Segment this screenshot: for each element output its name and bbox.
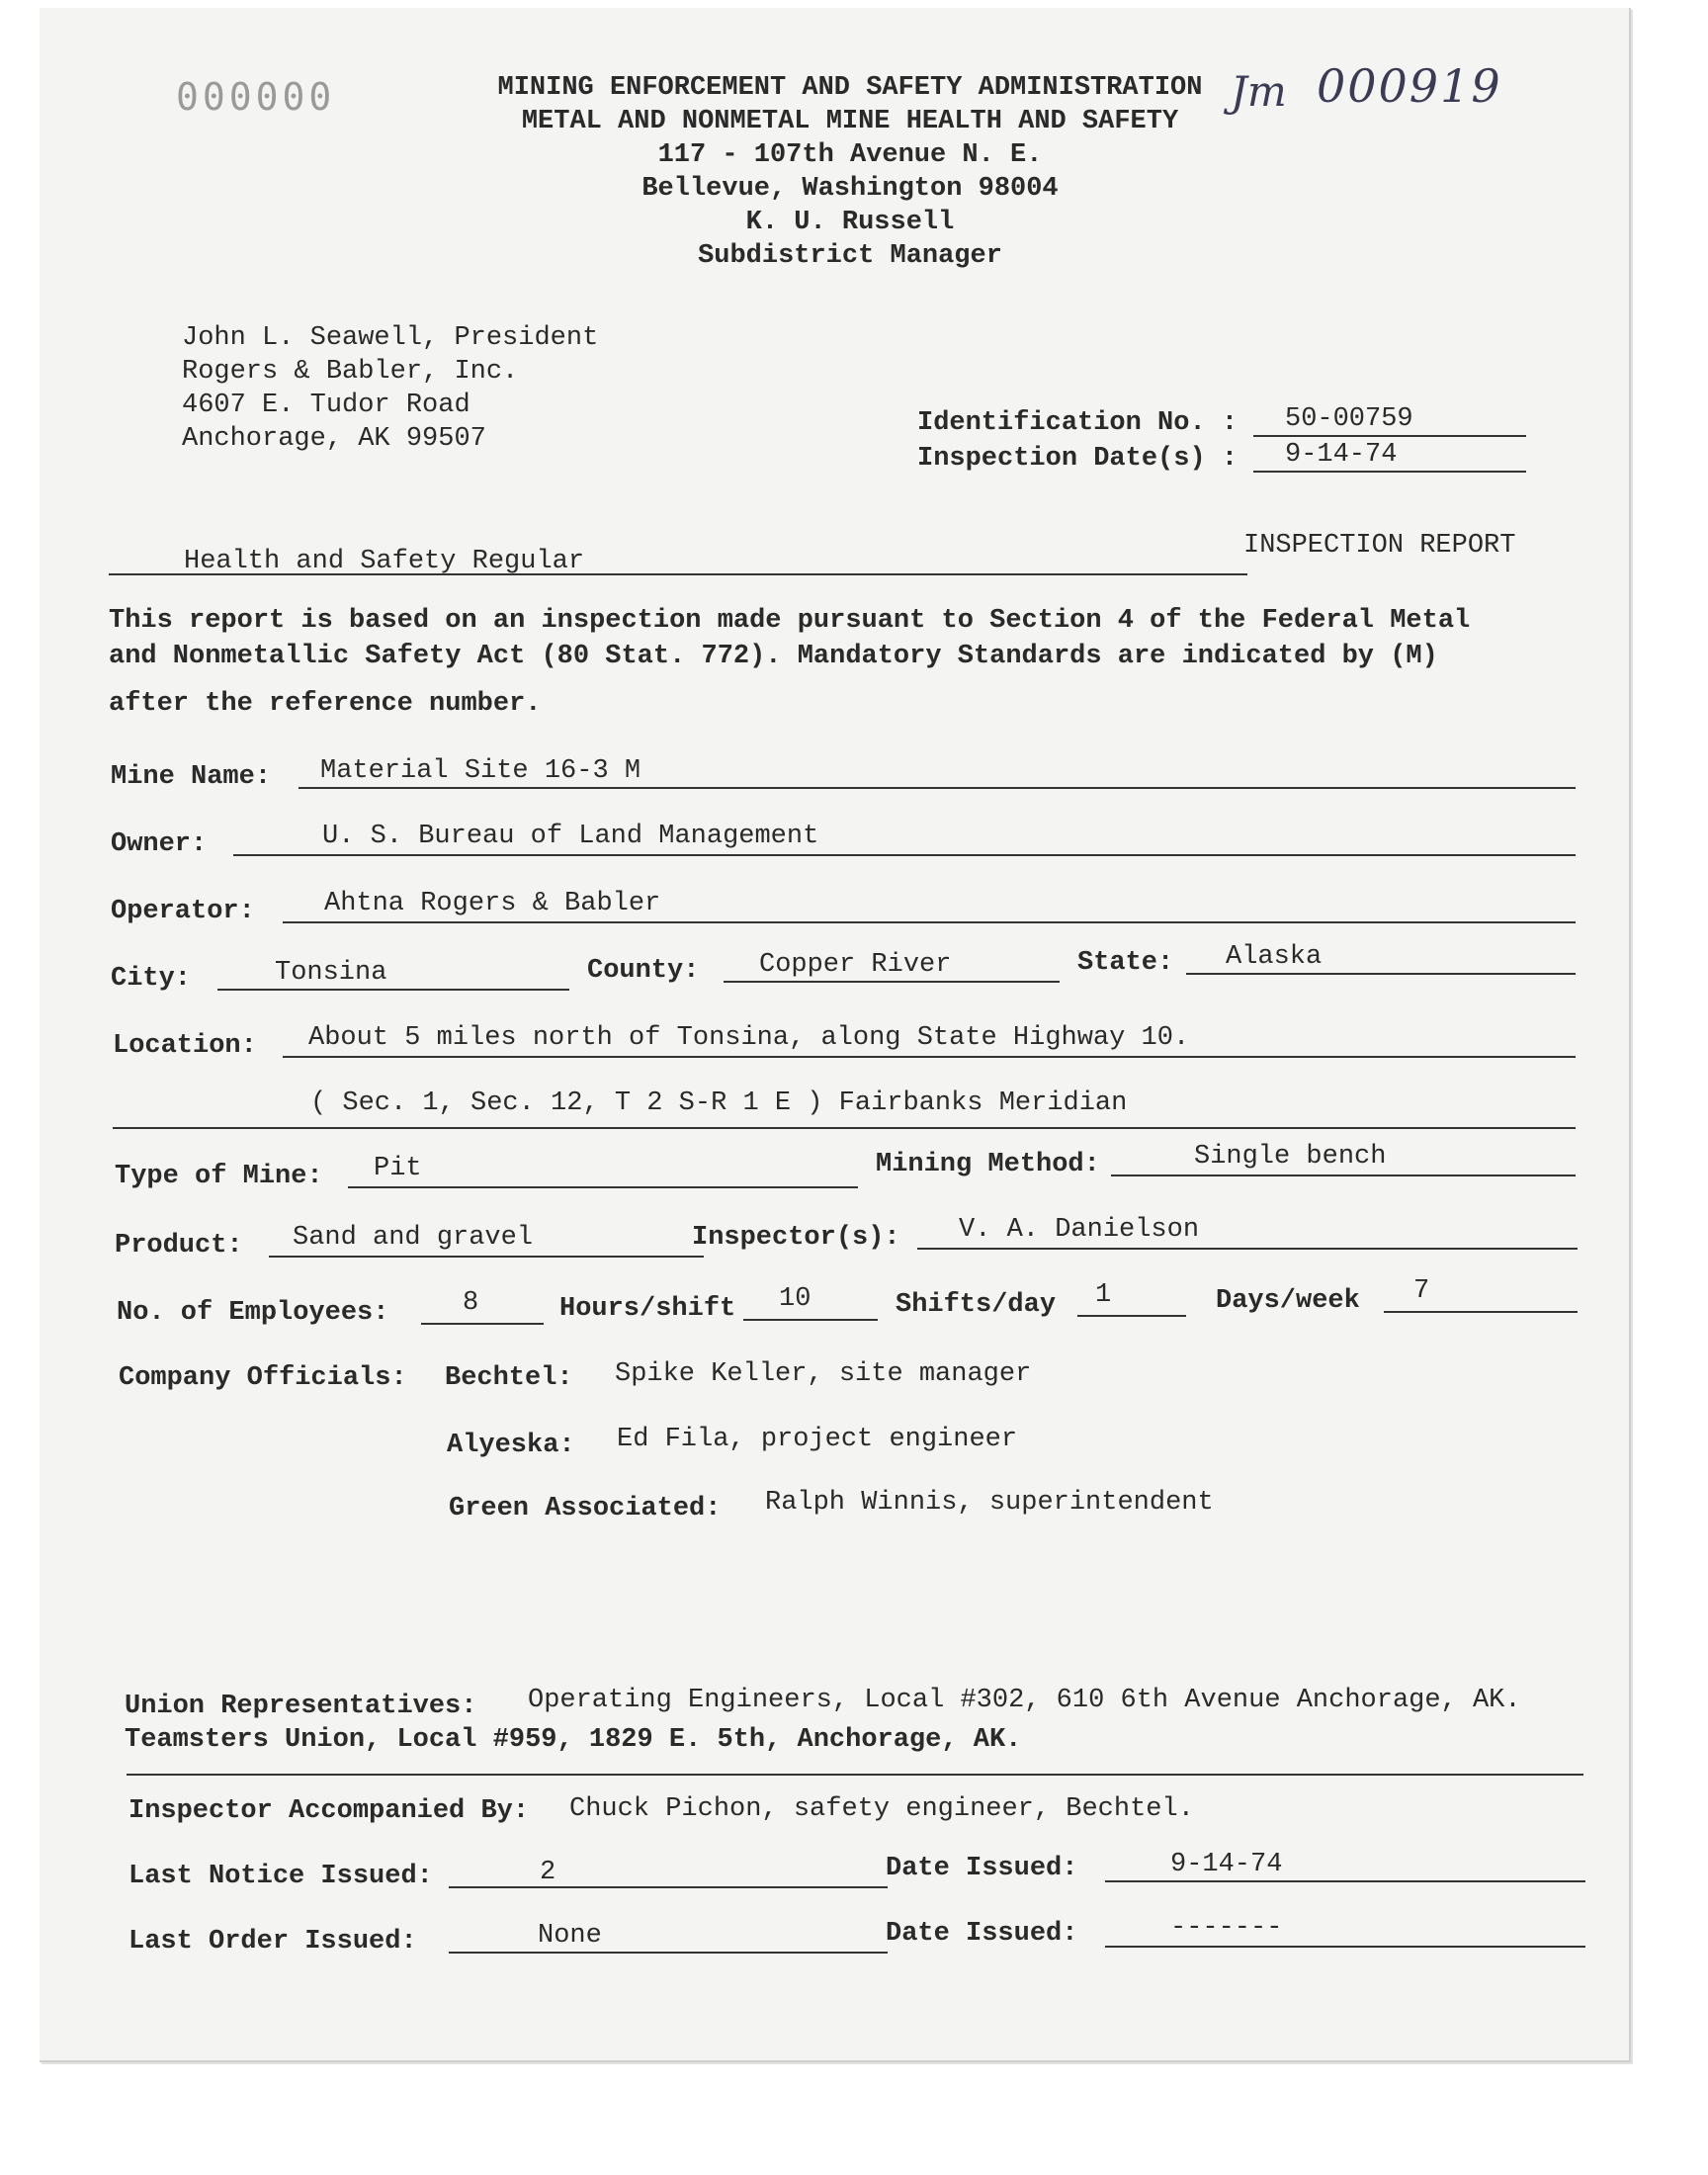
state: Alaska	[1226, 942, 1323, 972]
mine-name-label: Mine Name:	[111, 762, 272, 792]
report-heading: INSPECTION REPORT	[1243, 531, 1516, 561]
accompanied-label: Inspector Accompanied By:	[128, 1796, 530, 1826]
union-line-1: Operating Engineers, Local #302, 610 6th Avenue Anchorage, AK.	[528, 1686, 1521, 1715]
location-underline-2	[113, 1127, 1576, 1129]
order-date-underline	[1105, 1946, 1585, 1948]
order-date-label: Date Issued:	[886, 1919, 1078, 1949]
owner: U. S. Bureau of Land Management	[322, 822, 819, 851]
addressee-city: Anchorage, AK 99507	[182, 424, 486, 454]
handwritten-document-number: 000919	[1317, 59, 1502, 113]
identification-underline	[1253, 435, 1526, 437]
employees-label: No. of Employees:	[117, 1298, 389, 1328]
notice-date-label: Date Issued:	[886, 1854, 1078, 1883]
city-label: City:	[111, 964, 192, 994]
corner-stamp-number: 000000	[176, 75, 336, 119]
addressee-street: 4607 E. Tudor Road	[182, 391, 470, 420]
identification-label: Identification No. :	[917, 408, 1238, 438]
document-page	[40, 8, 1631, 2062]
mine-name-underline	[299, 787, 1576, 789]
official-org-1: Bechtel:	[445, 1363, 573, 1393]
days: 7	[1413, 1276, 1430, 1306]
location-line-2: ( Sec. 1, Sec. 12, T 2 S-R 1 E ) Fairbanks Meridian	[310, 1088, 1128, 1118]
inspector: V. A. Danielson	[959, 1215, 1200, 1245]
inspection-date-label: Inspection Date(s) :	[917, 444, 1238, 474]
hours-underline	[743, 1319, 878, 1321]
product-label: Product:	[115, 1231, 243, 1261]
shifts: 1	[1095, 1280, 1112, 1310]
order-date: -------	[1170, 1913, 1283, 1943]
mining-method-label: Mining Method:	[876, 1150, 1100, 1179]
owner-label: Owner:	[111, 829, 208, 859]
inspection-date-underline	[1253, 471, 1526, 473]
county-label: County:	[587, 956, 700, 986]
product: Sand and gravel	[293, 1223, 534, 1253]
mining-method: Single bench	[1194, 1142, 1387, 1172]
mine-name: Material Site 16-3 M	[320, 756, 641, 786]
city-underline	[217, 989, 569, 991]
city: Tonsina	[275, 958, 387, 988]
union-underline	[127, 1774, 1583, 1776]
hours: 10	[779, 1284, 811, 1314]
official-org-3: Green Associated:	[449, 1494, 722, 1523]
employees: 8	[463, 1288, 479, 1318]
notice-date-underline	[1105, 1880, 1585, 1882]
official-person-1: Spike Keller, site manager	[615, 1359, 1032, 1389]
intro-line-3: after the reference number.	[109, 689, 542, 719]
operator-label: Operator:	[111, 897, 255, 926]
official-person-2: Ed Fila, project engineer	[617, 1425, 1018, 1454]
report-type: Health and Safety Regular	[184, 547, 585, 576]
employees-underline	[421, 1323, 544, 1325]
last-order-underline	[449, 1952, 888, 1954]
division-name: METAL AND NONMETAL MINE HEALTH AND SAFETY	[521, 107, 1179, 136]
mine-type-label: Type of Mine:	[115, 1162, 323, 1191]
days-label: Days/week	[1216, 1286, 1360, 1316]
accompanied-by: Chuck Pichon, safety engineer, Bechtel.	[569, 1794, 1194, 1824]
last-notice-underline	[449, 1886, 888, 1888]
days-underline	[1384, 1311, 1578, 1313]
mine-type-underline	[348, 1186, 858, 1188]
union-line-2: Teamsters Union, Local #959, 1829 E. 5th, Anchorage, AK.	[125, 1725, 1022, 1755]
last-notice-label: Last Notice Issued:	[128, 1862, 433, 1891]
official-person-3: Ralph Winnis, superintendent	[765, 1488, 1214, 1518]
company-officials-label: Company Officials:	[119, 1363, 407, 1393]
county: Copper River	[759, 950, 952, 980]
location-underline-1	[283, 1056, 1576, 1058]
intro-line-2: and Nonmetallic Safety Act (80 Stat. 772). Mandatory Standards are indicated by (M)	[109, 642, 1438, 671]
official-org-2: Alyeska:	[447, 1431, 575, 1460]
owner-underline	[233, 854, 1576, 856]
operator: Ahtna Rogers & Babler	[324, 889, 661, 918]
addressee-name: John L. Seawell, President	[182, 323, 599, 353]
product-underline	[269, 1256, 704, 1258]
inspection-date: 9-14-74	[1285, 440, 1398, 470]
state-label: State:	[1077, 948, 1174, 978]
location-line-1: About 5 miles north of Tonsina, along State Highway 10.	[308, 1023, 1190, 1053]
agency-city: Bellevue, Washington 98004	[641, 174, 1059, 204]
inspector-underline	[917, 1248, 1578, 1250]
identification-number: 50-00759	[1285, 404, 1413, 434]
manager-name: K. U. Russell	[745, 208, 955, 237]
last-order-label: Last Order Issued:	[128, 1927, 417, 1957]
mine-type: Pit	[374, 1154, 422, 1183]
agency-street: 117 - 107th Avenue N. E.	[657, 140, 1043, 170]
last-notice: 2	[540, 1858, 556, 1887]
notice-date: 9-14-74	[1170, 1850, 1283, 1879]
shifts-label: Shifts/day	[896, 1290, 1057, 1320]
agency-name: MINING ENFORCEMENT AND SAFETY ADMINISTRATION	[497, 73, 1203, 103]
state-underline	[1186, 973, 1576, 975]
inspector-label: Inspector(s):	[692, 1223, 900, 1253]
union-label: Union Representatives:	[125, 1692, 477, 1721]
handwritten-initials: Jm	[1231, 67, 1287, 116]
manager-title: Subdistrict Manager	[698, 241, 1002, 271]
operator-underline	[283, 921, 1576, 923]
intro-line-1: This report is based on an inspection made pursuant to Section 4 of the Federal Metal	[109, 606, 1471, 636]
shifts-underline	[1077, 1315, 1186, 1317]
county-underline	[724, 981, 1060, 983]
addressee-company: Rogers & Babler, Inc.	[182, 357, 519, 387]
last-order: None	[538, 1921, 602, 1951]
hours-label: Hours/shift	[559, 1294, 736, 1324]
location-label: Location:	[113, 1031, 257, 1061]
mining-method-underline	[1111, 1174, 1576, 1176]
